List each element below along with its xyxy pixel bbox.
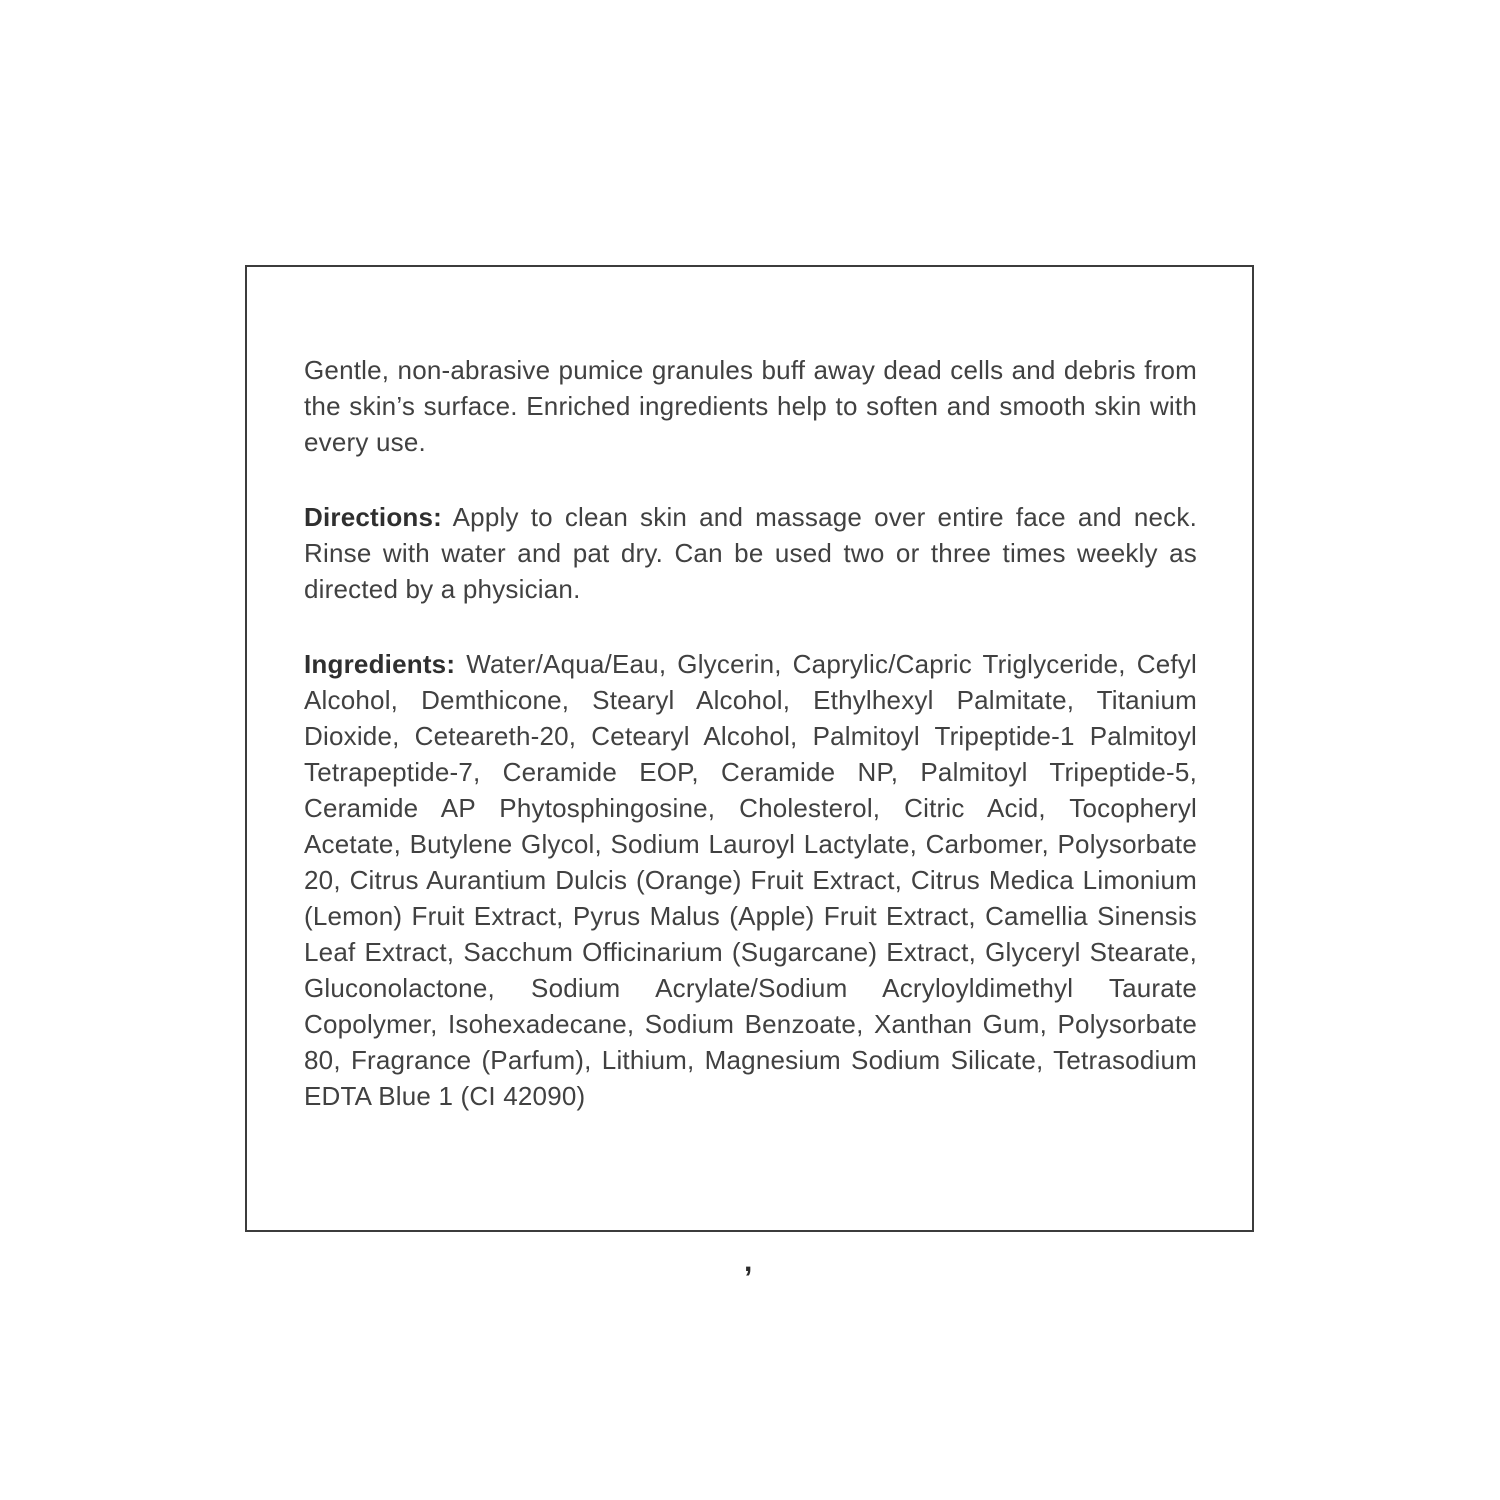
ingredients-label: Ingredients: bbox=[304, 649, 456, 679]
description-paragraph bbox=[304, 352, 1197, 460]
ingredients-text: Water/Aqua/Eau, Glycerin, Caprylic/Capric Triglyceride, Cefyl Alcohol, Demthicone, Stearyl Alcohol, Ethylhexyl Palmitate, Titanium Dioxide, Ceteareth-20, Cetearyl Alcohol, Palmitoyl Tripeptide-1 Palmitoyl Tetrapeptide-7, Ceramide EOP, Ceramide NP, Palmitoyl Tripeptide-5, Ceramide AP Phytosphingosine, Cholesterol, Citric Acid, Tocopheryl Acetate, Butylene Glycol, Sodium Lauroyl Lactylate, Carbomer, Polysorbate 20, Citrus Aurantium Dulcis (Orange) Fruit Extract, Citrus Medica Limonium (Lemon) Fruit Extract, Pyrus Malus (Apple) Fruit Extract, Camellia Sinensis Leaf Extract, Sacchum Officinarium (Sugarcane) Extract, Glyceryl Stearate, Gluconolactone, Sodium Acrylate/Sodium Acryloyldimethyl Taurate Copolymer, Isohexadecane, Sodium Benzoate, Xanthan Gum, Polysorbate 80, Fragrance (Parfum), Lithium, Magnesium Sodium Silicate, Tetrasodium EDTA Blue 1 (CI 42090) bbox=[304, 649, 1197, 1111]
description-text: Gentle, non-abrasive pumice granules buff away dead cells and debris from the skin’s surface. Enriched ingredients help to soften and smooth skin with every use. bbox=[304, 355, 1197, 457]
label-border-box bbox=[245, 265, 1254, 1232]
directions-label: Directions: bbox=[304, 502, 443, 532]
directions-text: Apply to clean skin and massage over entire face and neck. Rinse with water and pat dry. Can be used two or three times weekly as directed by a physician. bbox=[304, 502, 1197, 604]
directions-paragraph bbox=[304, 499, 1197, 607]
stray-comma-mark: , bbox=[744, 1245, 753, 1278]
label-text-area bbox=[304, 352, 1197, 1153]
ingredients-paragraph bbox=[304, 646, 1197, 1114]
